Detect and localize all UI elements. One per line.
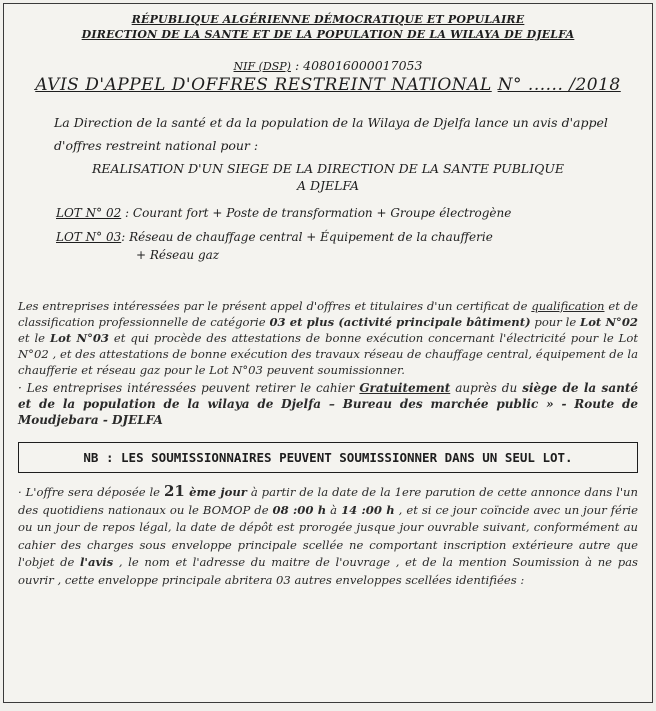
eligibility-lot-03: Lot N°03 <box>49 331 109 345</box>
withdrawal-address: » - Route de Moudjebara - DJELFA <box>18 397 638 427</box>
eligibility-text-4: et le <box>18 331 50 345</box>
object-line-2: A DJELFA <box>296 178 360 193</box>
withdrawal-location: siège de la santé et de la population de la wilaya de Djelfa – Bureau des marchée public <box>18 381 638 411</box>
intro-paragraph: La Direction de la santé et da la population de la Wilaya de Djelfa lance un avis d'appel d'offres restreint national pour : <box>54 115 608 153</box>
lot-03-label: LOT N° 03 <box>56 230 122 244</box>
lot-03-continuation: + Réseau gaz <box>136 248 220 262</box>
withdrawal-paragraph <box>18 380 638 428</box>
lot-03-text: : Réseau de chauffage central + Équipement de la chaufferie <box>121 230 493 244</box>
object-heading <box>4 160 652 194</box>
submission-avis: l'avis <box>80 555 114 569</box>
submission-text-5: , le nom et l'adresse du maitre de l'ouvrage , et de la mention Soumission à ne pas ouvrir , cette enveloppe principale abritera 03 autres enveloppes scellées identifiées : <box>18 555 638 587</box>
nb-boxed-notice: NB : LES SOUMISSIONNAIRES PEUVENT SOUMISSIONNER DANS UN SEUL LOT. <box>18 442 638 473</box>
submission-text-2: à partir de la date de la 1ere parution de cette annonce dans l'un des quotidiens nationaux ou le BOMOP de <box>18 485 638 517</box>
eligibility-text-2: et de classification professionnelle de catégorie <box>18 299 638 329</box>
submission-paragraph <box>18 483 638 589</box>
nif-label: NIF (DSP) <box>233 60 291 73</box>
submission-open-time: 08 :00 h <box>272 502 327 517</box>
submission-day: 21 <box>163 482 185 500</box>
submission-text-3: à <box>326 502 342 517</box>
submission-day-suffix: ème jour <box>184 485 247 499</box>
lot-02-text: : Courant fort + Poste de transformation + Groupe électrogène <box>121 206 512 220</box>
eligibility-text: Les entreprises intéressées par le présent appel d'offres et titulaires d'un certificat de <box>18 299 532 313</box>
nif-value: : 408016000017053 <box>294 58 423 73</box>
submission-text: · L'offre sera déposée le <box>18 485 164 499</box>
eligibility-category: 03 et plus (activité principale bâtiment) <box>269 315 531 329</box>
submission-close-time: 14 :00 h <box>341 502 395 517</box>
header-direction: DIRECTION DE LA SANTE ET DE LA POPULATION DE LA WILAYA DE DJELFA <box>81 28 575 41</box>
object-line-1: REALISATION D'UN SIEGE DE LA DIRECTION DE LA SANTE PUBLIQUE <box>91 161 565 176</box>
lot-03 <box>56 228 652 264</box>
eligibility-paragraph <box>18 298 638 378</box>
notice-title <box>4 75 652 95</box>
withdrawal-text: · Les entreprises intéressées peuvent retirer le cahier <box>18 381 360 395</box>
eligibility-qualification: qualification <box>531 299 605 313</box>
withdrawal-text-2: auprès du <box>450 381 523 395</box>
notice-title-main: AVIS D'APPEL D'OFFRES RESTREINT NATIONAL <box>35 75 492 95</box>
submission-text-4: , et si ce jour coïncide avec un jour férie ou un jour de repos légal, la date de dépôt est prorogée jusque jour ouvrable suivant, conformément au cahier des charges sous enveloppe principale scellée ne comportant inscription extérieure autre que l'objet de <box>18 502 638 569</box>
notice-page <box>3 3 653 703</box>
nif-line <box>4 58 652 73</box>
withdrawal-free: Gratuitement <box>359 381 451 395</box>
header-republic: RÉPUBLIQUE ALGÉRIENNE DÉMOCRATIQUE ET POPULAIRE <box>131 13 525 26</box>
lot-02-label: LOT N° 02 <box>56 206 122 220</box>
eligibility-text-5: et qui procède des attestations de bonne exécution concernant l'électricité pour le Lot N°02 , et des attestations de bonne exécution des travaux réseau de chauffage central, équipement de la chaufferie et réseau gaz pour le Lot N°03 peuvent soumissionner. <box>18 331 638 377</box>
notice-title-number: N° ...... /2018 <box>497 75 621 95</box>
lot-02 <box>56 204 652 222</box>
eligibility-lot-02: Lot N°02 <box>580 315 638 329</box>
eligibility-text-3: pour le <box>530 315 581 329</box>
